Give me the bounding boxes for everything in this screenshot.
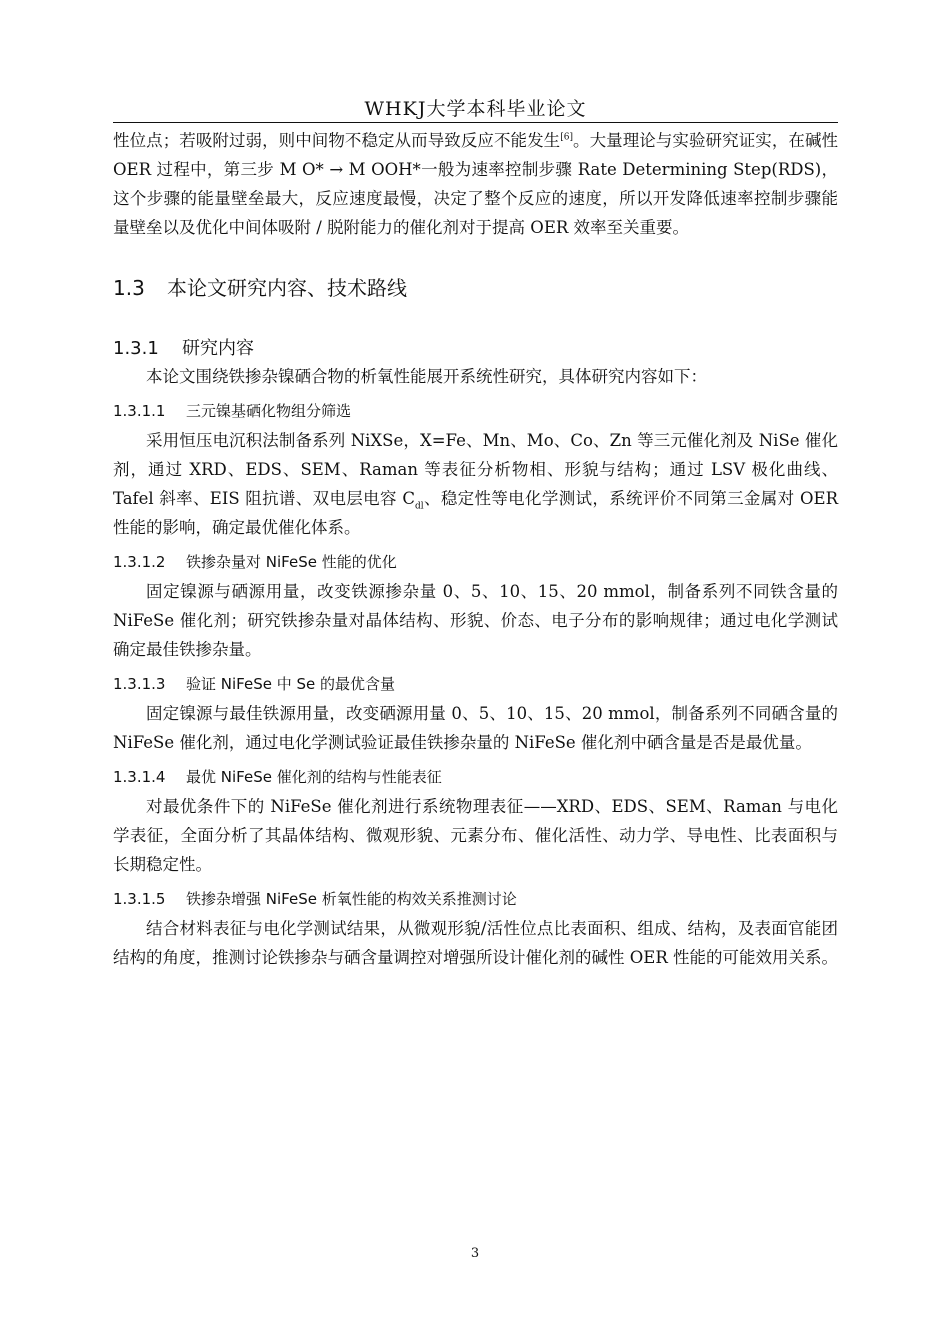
item-title: 铁掺杂量对 NiFeSe 性能的优化: [186, 553, 397, 571]
item-paragraph-3: 固定镍源与最佳铁源用量，改变硒源用量 0、5、10、15、20 mmol，制备系列不同硒含量的 NiFeSe 催化剂，通过电化学测试验证最佳铁掺杂量的 NiFeSe 催化剂中硒含量是否是最优量。: [113, 704, 838, 752]
item-number: 1.3.1.5: [113, 890, 166, 908]
item-paragraph-2: 固定镍源与硒源用量，改变铁源掺杂量 0、5、10、15、20 mmol，制备系列不同铁含量的 NiFeSe 催化剂；研究铁掺杂量对晶体结构、形貌、价态、电子分布的影响规律；通过电化学测试确定最佳铁掺杂量。: [113, 582, 838, 659]
item-title: 验证 NiFeSe 中 Se 的最优含量: [186, 675, 395, 693]
item-heading-1: [113, 399, 838, 423]
item-number: 1.3.1.2: [113, 553, 166, 571]
item-number: 1.3.1.1: [113, 402, 166, 420]
item-number: 1.3.1.4: [113, 768, 166, 786]
section-number: 1.3: [113, 276, 145, 300]
intro-text: 性位点；若吸附过弱，则中间物不稳定从而导致反应不能发生: [113, 131, 561, 150]
item-number: 1.3.1.3: [113, 675, 166, 693]
item-paragraph-5: 结合材料表征与电化学测试结果，从微观形貌/活性位点比表面积、组成、结构，及表面官能团结构的角度，推测讨论铁掺杂与硒含量调控对增强所设计催化剂的碱性 OER 性能的可能效用关系。: [113, 919, 838, 967]
citation-ref: [6]: [560, 132, 573, 143]
item-paragraph-1: [113, 426, 838, 542]
subsection-title: 研究内容: [182, 338, 254, 359]
item-title: 最优 NiFeSe 催化剂的结构与性能表征: [186, 768, 442, 786]
item-title: 三元镍基硒化物组分筛选: [186, 402, 352, 420]
page-body: [113, 126, 838, 972]
item-heading-2: [113, 550, 838, 574]
item-heading-4: [113, 765, 838, 789]
subscript-dl: dl: [415, 501, 424, 512]
item-title: 铁掺杂增强 NiFeSe 析氧性能的构效关系推测讨论: [186, 890, 517, 908]
intro-text-rest: 。大量理论与实验研究证实，在碱性 OER 过程中，第三步 M O* → M OOH*一般为速率控制步骤 Rate Determining Step(RDS)，这个步骤的能量壁垒最大，反应速度最慢，决定了整个反应的速度，所以开发降低速率控制步骤能量壁垒以及优化中间体吸附 / 脱附能力的催化剂对于提高 OER 效率至关重要。: [113, 131, 839, 237]
header-rule: [113, 122, 838, 123]
lead-paragraph: 本论文围绕铁掺杂镍硒合物的析氧性能展开系统性研究，具体研究内容如下：: [146, 367, 707, 386]
section-heading: [113, 274, 838, 302]
item-text: 采用恒压电沉积法制备系列 NiXSe，X=Fe、Mn、Mo、Co、Zn 等三元催化剂及 NiSe 催化剂，通过 XRD、EDS、SEM、Raman 等表征分析物相、形貌与结构；通过 LSV 极化曲线、Tafel 斜率、EIS 阻抗谱、双电层电容 C: [113, 431, 838, 508]
page-number: 3: [470, 1246, 480, 1261]
item-heading-3: [113, 672, 838, 696]
intro-paragraph: [113, 126, 838, 242]
subsection-heading: [113, 336, 838, 362]
section-title: 本论文研究内容、技术路线: [167, 276, 407, 300]
subsection-number: 1.3.1: [113, 338, 159, 359]
item-heading-5: [113, 887, 838, 911]
running-header: WHKJ大学本科毕业论文: [364, 98, 587, 120]
item-text-rest: 、稳定性等电化学测试，系统评价不同第三金属对 OER 性能的影响，确定最优催化体系。: [113, 489, 839, 537]
item-paragraph-4: 对最优条件下的 NiFeSe 催化剂进行系统物理表征——XRD、EDS、SEM、Raman 与电化学表征，全面分析了其晶体结构、微观形貌、元素分布、催化活性、动力学、导电性、比表面积与长期稳定性。: [113, 797, 838, 874]
